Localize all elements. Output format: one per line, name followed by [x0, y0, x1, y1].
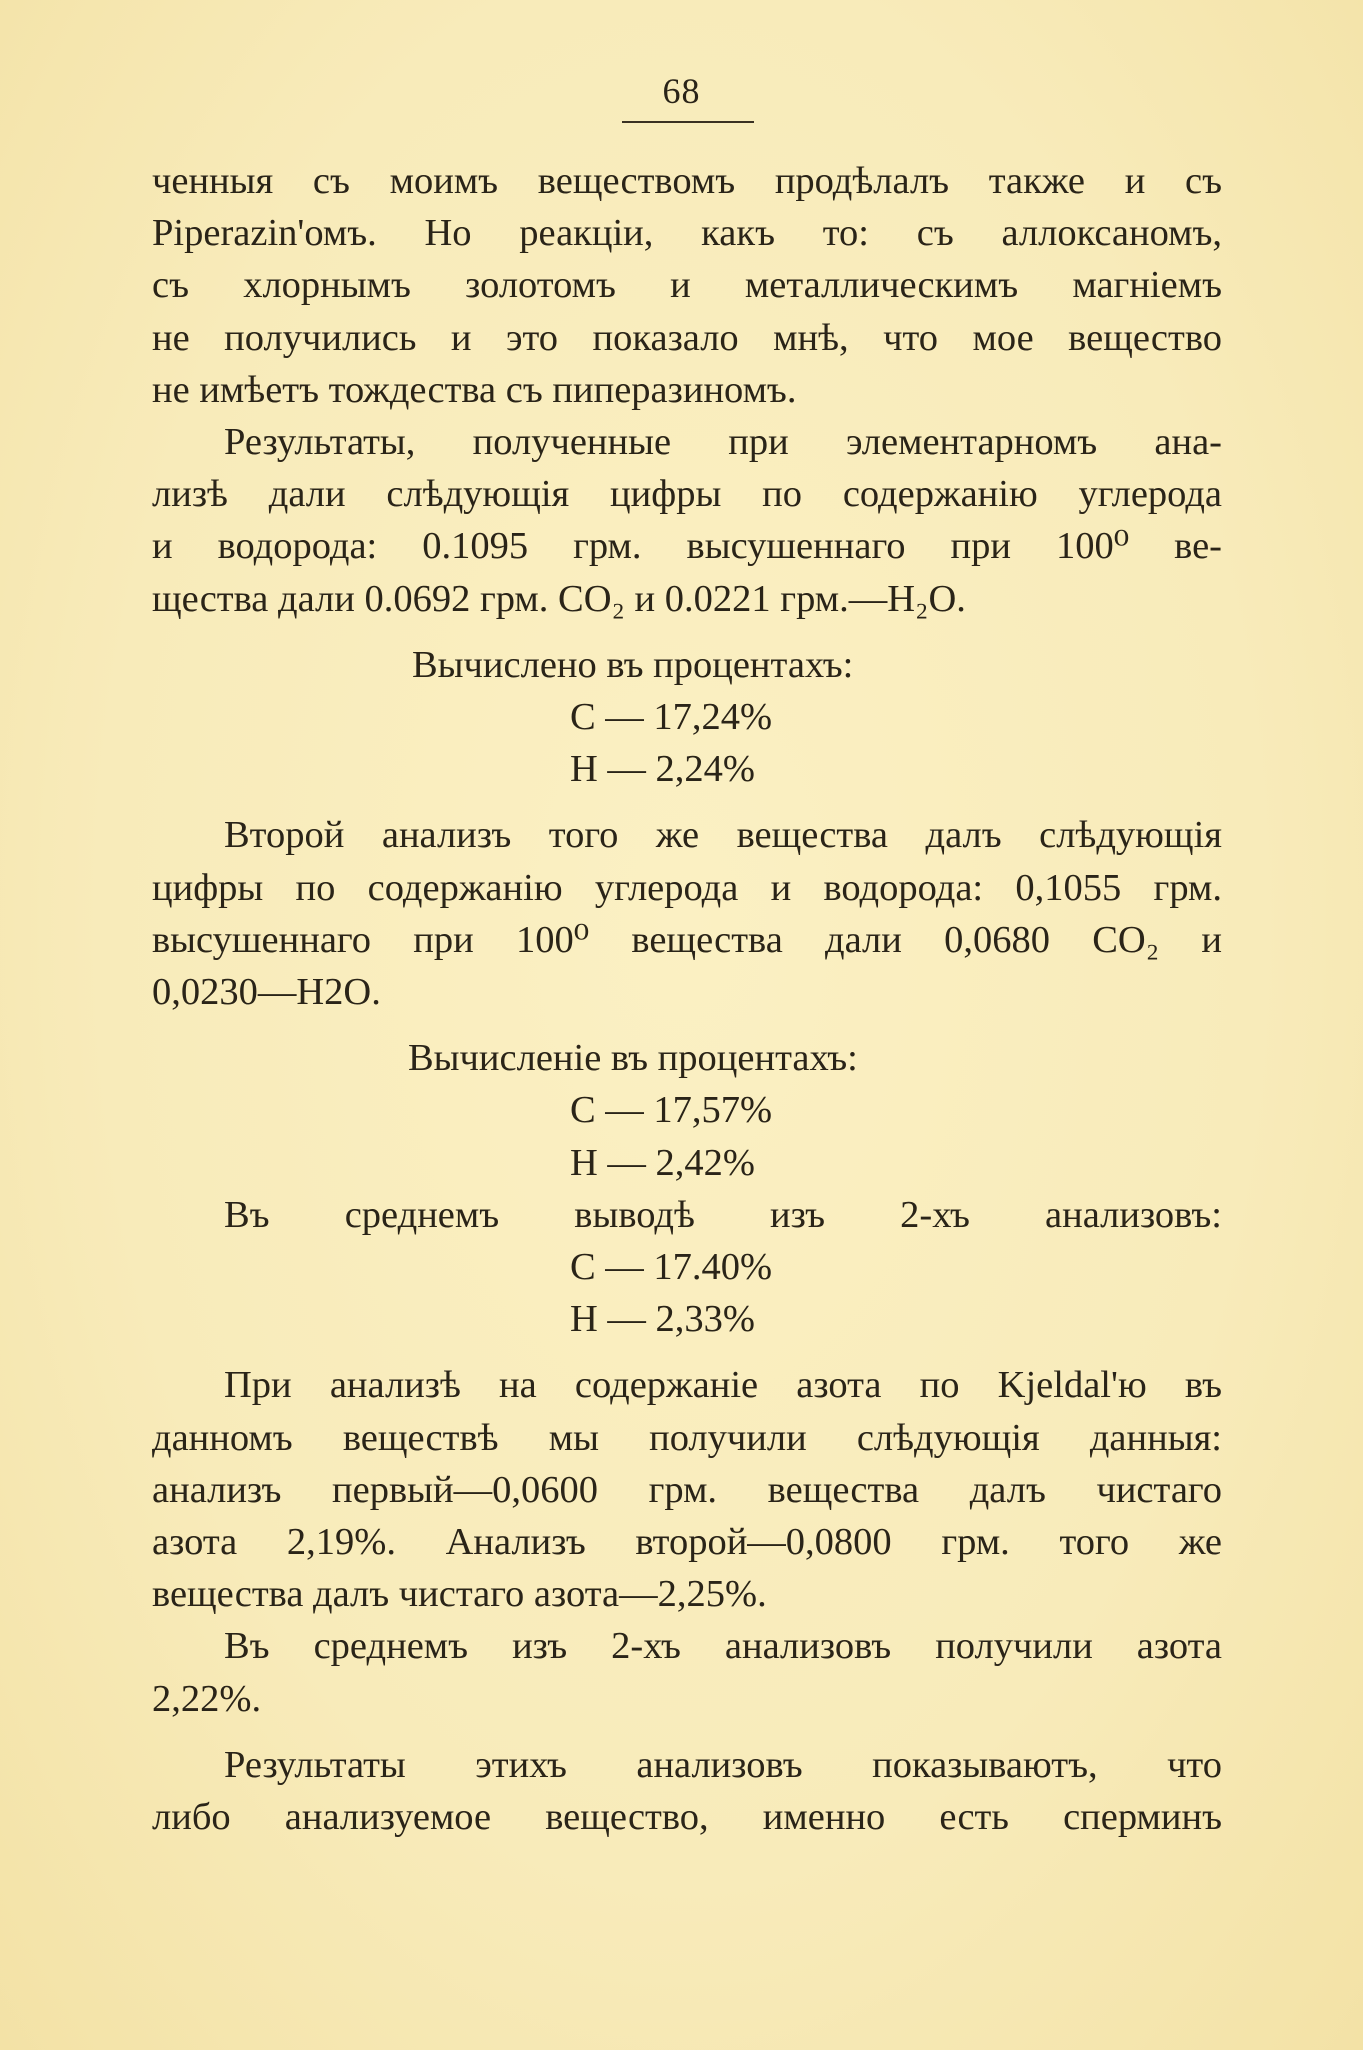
paragraph-2	[152, 416, 1222, 625]
paragraph-3	[152, 809, 1222, 1018]
text-line: Результаты, полученные при элементарномъ ана-	[224, 421, 1222, 464]
carbon-percent: C — 17,24%	[570, 696, 773, 739]
paragraph-4	[152, 1359, 1222, 1620]
text-line: и водорода: 0.1095 грм. высушеннаго при 100⁰ ве-	[152, 525, 1222, 568]
paragraph-5	[152, 1620, 1222, 1724]
text-line: либо анализуемое вещество, именно есть сперминъ	[152, 1796, 1222, 1839]
text-line: азота 2,19%. Анализъ второй—0,0800 грм. того же	[152, 1521, 1222, 1564]
text-line: 0,0230—H2O.	[152, 971, 381, 1014]
text-line: не получились и это показало мнѣ, что мое вещество	[152, 316, 1222, 359]
spacer	[152, 1725, 1222, 1739]
calculation-2	[152, 1032, 1222, 1189]
text-line: цифры по содержанію углерода и водорода: 0,1055 грм.	[152, 866, 1222, 909]
text-line: лизѣ дали слѣдующія цифры по содержанію углерода	[152, 473, 1222, 516]
hydrogen-percent: H — 2,24%	[570, 748, 755, 791]
paragraph-1	[152, 155, 1222, 416]
text-line: съ хлорнымъ золотомъ и металлическимъ магніемъ	[152, 264, 1222, 307]
text-line: высушеннаго при 100⁰ вещества дали 0,0680 CO₂ и	[152, 918, 1222, 961]
text-line: 2,22%.	[152, 1677, 262, 1720]
text-line: щества дали 0.0692 грм. CO₂ и 0.0221 грм.—H₂O.	[152, 577, 966, 620]
calc-heading: Вычисленіе въ процентахъ:	[408, 1037, 858, 1080]
spacer	[152, 1345, 1222, 1359]
page-number: 68	[662, 71, 701, 111]
text-line: Результаты этихъ анализовъ показываютъ, что	[224, 1743, 1222, 1786]
text-line: не имѣетъ тождества съ пиперазиномъ.	[152, 368, 797, 411]
text-line: анализъ первый—0,0600 грм. вещества далъ чистаго	[152, 1468, 1222, 1511]
carbon-percent: C — 17.40%	[570, 1246, 773, 1289]
spacer	[152, 795, 1222, 809]
text-line: При анализѣ на содержаніе азота по Kjeldal'ю въ	[224, 1364, 1222, 1407]
calculation-1	[152, 639, 1222, 796]
hydrogen-percent: H — 2,33%	[570, 1298, 755, 1341]
page-number-rule	[622, 121, 754, 123]
text-line: Piperazin'омъ. Но реакціи, какъ то: съ аллоксаномъ,	[152, 212, 1222, 255]
average-result	[152, 1189, 1222, 1346]
calc-heading: Вычислено въ процентахъ:	[412, 643, 854, 686]
text-line: Въ среднемъ изъ 2-хъ анализовъ получили азота	[224, 1625, 1222, 1668]
carbon-percent: C — 17,57%	[570, 1089, 773, 1132]
text-line: данномъ веществѣ мы получили слѣдующія данныя:	[152, 1416, 1222, 1459]
text-line: вещества далъ чистаго азота—2,25%.	[152, 1573, 767, 1616]
page-body	[152, 155, 1222, 1843]
text-line: ченныя съ моимъ веществомъ продѣлалъ также и съ	[152, 160, 1222, 202]
paragraph-6	[152, 1739, 1222, 1843]
text-line: Второй анализъ того же вещества далъ слѣдующія	[224, 814, 1222, 857]
hydrogen-percent: H — 2,42%	[570, 1141, 755, 1184]
average-heading: Въ среднемъ выводѣ изъ 2-хъ анализовъ:	[224, 1193, 1222, 1236]
